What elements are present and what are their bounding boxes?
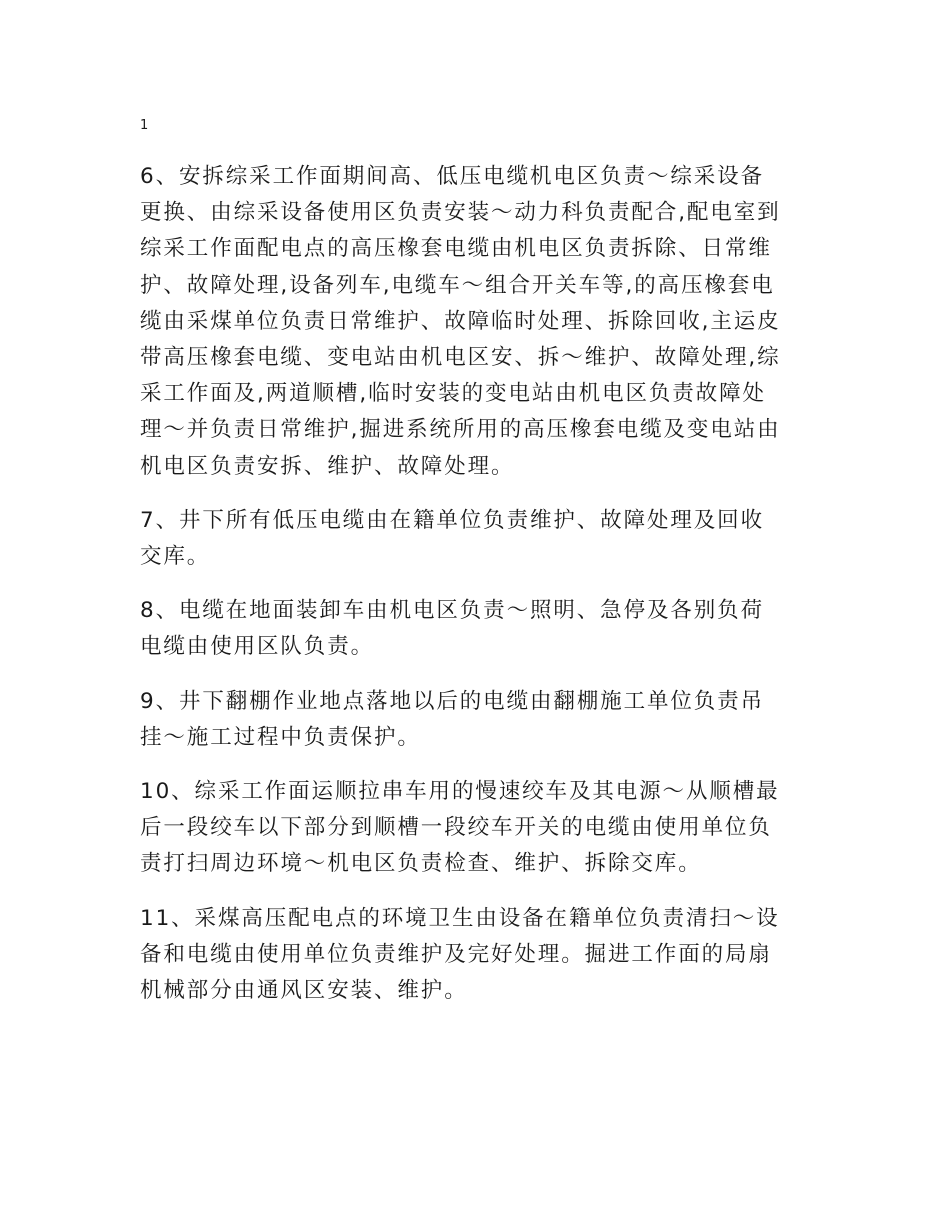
paragraph-line: 11、采煤高压配电点的环境卫生由设备在籍单位负责清扫～设 (140, 905, 780, 931)
paragraph-7 (140, 503, 810, 575)
paragraph-9 (140, 684, 810, 756)
paragraph-6 (140, 159, 810, 485)
paragraph-8 (140, 593, 810, 665)
paragraph-line: 责打扫周边环境～机电区负责检查、维护、拆除交库。 (140, 851, 702, 877)
paragraph-11 (140, 901, 810, 1010)
paragraph-line: 综采工作面配电点的高压橡套电缆由机电区负责拆除、日常维 (140, 236, 772, 262)
paragraph-line: 更换、由综采设备使用区负责安装～动力科负责配合,配电室到 (140, 200, 781, 226)
paragraph-line: 带高压橡套电缆、变电站由机电区安、拆～维护、故障处理,综 (140, 345, 781, 371)
paragraph-line: 护、故障处理,设备列车,电缆车～组合开关车等,的高压橡套电 (140, 272, 775, 298)
paragraph-line: 采工作面及,两道顺槽,临时安装的变电站由机电区负责故障处 (140, 381, 766, 407)
paragraph-line: 机电区负责安拆、维护、故障处理。 (140, 453, 515, 479)
paragraph-line: 交库。 (140, 544, 211, 570)
paragraph-line: 挂～施工过程中负责保护。 (140, 724, 421, 750)
paragraph-line: 8、电缆在地面装卸车由机电区负责～照明、急停及各别负荷 (140, 598, 764, 624)
paragraph-line: 缆由采煤单位负责日常维护、故障临时处理、拆除回收,主运皮 (140, 308, 781, 334)
paragraph-line: 10、综采工作面运顺拉串车用的慢速绞车及其电源～从顺槽最 (140, 779, 780, 805)
paragraph-line: 理～并负责日常维护,掘进系统所用的高压橡套电缆及变电站由 (140, 417, 781, 443)
paragraph-line: 9、井下翻棚作业地点落地以后的电缆由翻棚施工单位负责吊 (140, 688, 764, 714)
document-body (140, 159, 810, 1027)
paragraph-10 (140, 774, 810, 883)
paragraph-line: 备和电缆由使用单位负责维护及完好处理。掘进工作面的局扇 (140, 941, 772, 967)
page-number: 1 (140, 118, 149, 133)
paragraph-line: 7、井下所有低压电缆由在籍单位负责维护、故障处理及回收 (140, 507, 764, 533)
paragraph-line: 后一段绞车以下部分到顺槽一段绞车开关的电缆由使用单位负 (140, 815, 772, 841)
paragraph-line: 机械部分由通风区安装、维护。 (140, 978, 468, 1004)
paragraph-line: 6、安拆综采工作面期间高、低压电缆机电区负责～综采设备 (140, 164, 764, 189)
paragraph-line: 电缆由使用区队负责。 (140, 634, 375, 660)
